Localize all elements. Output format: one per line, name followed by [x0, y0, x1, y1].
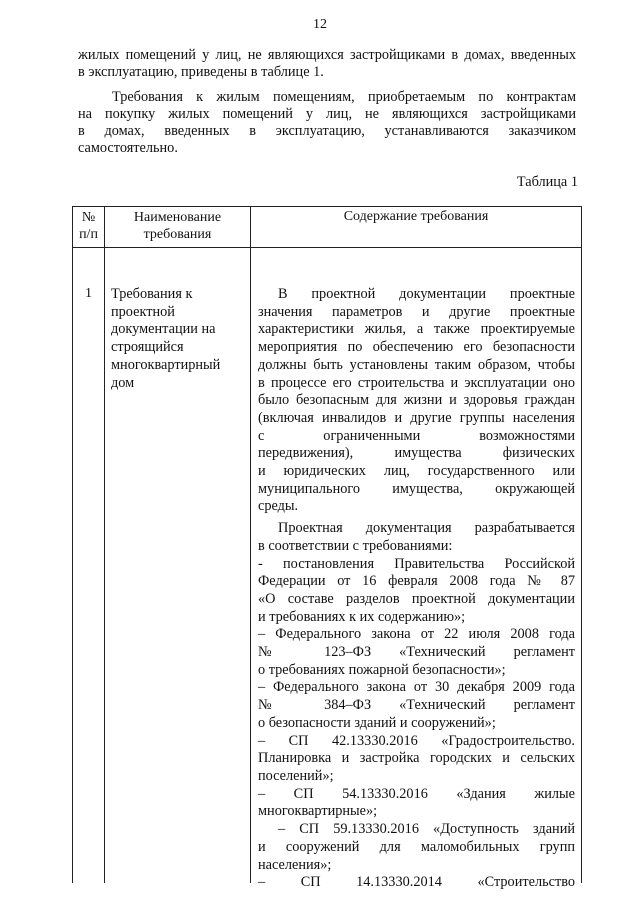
table-row — [73, 248, 581, 891]
row-content-cell — [251, 248, 581, 891]
content-line: многоквартирные»; — [258, 803, 378, 820]
requirements-line: на покупку жилых помещений у лиц, не являющихся застройщиками — [78, 106, 576, 122]
requirements-table — [72, 206, 582, 891]
header-num-cell — [73, 207, 105, 247]
content-line: мероприятия по обеспечению его безопасности — [258, 339, 575, 356]
content-line: Планировка и застройка городских и сельских — [258, 750, 575, 767]
header-content-cell: Содержание требования — [343, 209, 489, 224]
header-num-line: № — [81, 210, 96, 225]
content-line: - постановления Правительства Российской — [258, 555, 575, 572]
content-line: значения параметров и другие проектные — [258, 303, 575, 320]
table-header-row — [73, 207, 581, 248]
intro-line: жилых помещений у лиц, не являющихся застройщиками в домах, введенных — [78, 47, 576, 63]
row-name-line: дом — [111, 374, 135, 391]
content-line: В проектной документации проектные — [278, 286, 575, 302]
header-name-line: Наименование — [133, 210, 222, 225]
row-name-line: строящийся — [111, 339, 184, 356]
header-name-cell — [105, 207, 251, 247]
content-line: «О составе разделов проектной документации — [258, 590, 575, 607]
content-line: характеристики жилья, а также проектируемые — [258, 321, 575, 338]
content-line: о требованиях пожарной безопасности»; — [258, 661, 506, 678]
row-num-cell: 1 — [73, 248, 105, 883]
content-line: поселений»; — [258, 767, 334, 784]
content-line: должны быть установлены таким образом, чтобы — [258, 356, 575, 373]
row-name-cell — [105, 248, 251, 883]
requirements-line: в домах, введенных в эксплуатацию, устанавливаются заказчиком — [78, 123, 576, 139]
content-line: Проектная документация разрабатывается — [278, 520, 575, 537]
requirements-paragraph — [78, 89, 576, 157]
intro-line: в эксплуатацию, приведены в таблице 1. — [78, 64, 324, 80]
content-line: с ограниченными возможностями — [258, 427, 575, 444]
row-name-line: многоквартирный — [111, 356, 221, 373]
row-name-line: проектной — [111, 303, 175, 320]
content-line: среды. — [258, 498, 299, 515]
requirements-line: самостоятельно. — [78, 140, 178, 156]
content-line: – СП 14.13330.2014 «Строительство — [258, 874, 575, 891]
content-line: передвижения), имущества физических — [258, 445, 575, 462]
content-line: муниципального имущества, окружающей — [258, 480, 575, 497]
content-line: в процессе его строительства и эксплуатации оно — [258, 374, 575, 391]
content-line: Федерации от 16 февраля 2008 года № 87 — [258, 573, 575, 590]
content-line: – Федерального закона от 30 декабря 2009 года — [258, 679, 575, 696]
table-label: Таблица 1 — [516, 174, 578, 190]
content-line: (включая инвалидов и другие группы населения — [258, 409, 575, 426]
row-name-line: документации на — [111, 321, 216, 338]
page-number: 12 — [313, 17, 327, 32]
intro-paragraph — [78, 47, 576, 81]
content-line: – Федерального закона от 22 июля 2008 года — [258, 626, 575, 643]
content-line: в соответствии с требованиями: — [258, 537, 453, 554]
requirement-content — [251, 286, 581, 892]
content-line: и юридических лиц, государственного или — [258, 463, 575, 480]
content-line: № 123–ФЗ «Технический регламент — [258, 644, 575, 661]
content-line: – СП 54.13330.2016 «Здания жилые — [258, 785, 575, 802]
row-name-line: Требования к — [111, 286, 193, 302]
header-name-line: требования — [143, 226, 212, 242]
content-line: населения»; — [258, 856, 332, 873]
content-line: и требованиях к их содержанию»; — [258, 608, 466, 625]
requirements-line: Требования к жилым помещениям, приобретаемым по контрактам — [112, 89, 576, 105]
content-line: № 384–ФЗ «Технический регламент — [258, 697, 575, 714]
content-line: – СП 59.13330.2016 «Доступность зданий — [278, 821, 575, 838]
content-line: было безопасным для жизни и здоровья граждан — [258, 392, 575, 409]
header-num-line: п/п — [79, 226, 98, 242]
content-line: и сооружений для маломобильных групп — [258, 838, 575, 855]
content-line: – СП 42.13330.2016 «Градостроительство. — [258, 732, 575, 749]
content-line: о безопасности зданий и сооружений»; — [258, 714, 496, 731]
